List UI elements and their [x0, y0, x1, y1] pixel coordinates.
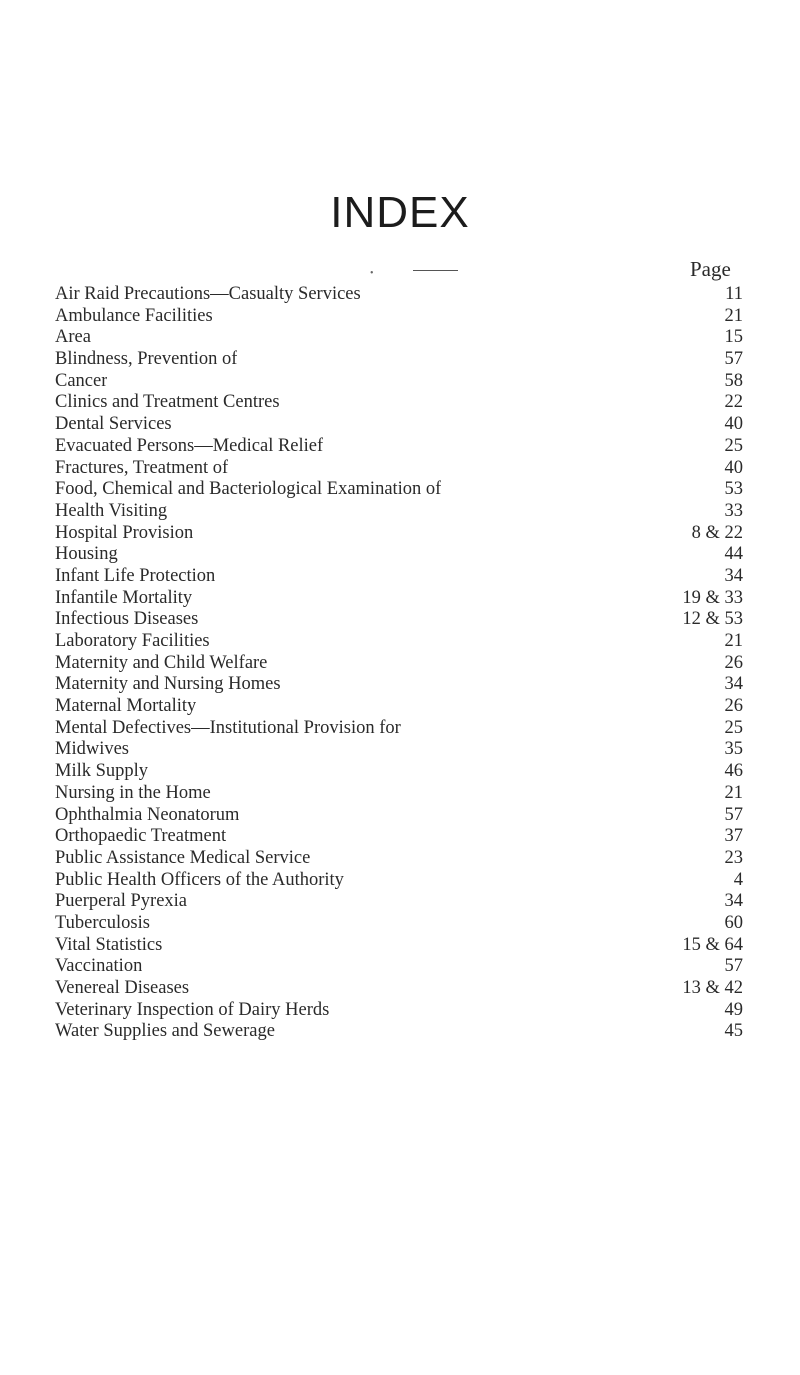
index-entry: [55, 479, 755, 501]
index-entry: [55, 458, 755, 480]
title-rule: [413, 270, 458, 271]
entry-title: Vital Statistics: [55, 934, 163, 955]
index-list: [55, 284, 755, 1043]
entry-title: Housing: [55, 544, 118, 565]
entry-page-number: 40: [724, 414, 743, 435]
index-entry: [55, 414, 755, 436]
entry-title: Food, Chemical and Bacteriological Examination of: [55, 479, 442, 500]
entry-page-number: 11: [725, 284, 743, 304]
entry-title: Maternity and Nursing Homes: [55, 674, 281, 695]
entry-title: Public Assistance Medical Service: [55, 847, 311, 868]
entry-title: Evacuated Persons—Medical Relief: [55, 435, 324, 456]
entry-page-number: 12 & 53: [682, 609, 743, 630]
entry-page-number: 4: [733, 869, 743, 890]
entry-page-number: 26: [724, 696, 743, 717]
index-entry: [55, 631, 755, 653]
index-entry: [55, 935, 755, 957]
index-entry: [55, 566, 755, 588]
entry-page-number: 34: [724, 565, 743, 586]
entry-title: Ambulance Facilities: [55, 305, 213, 326]
entry-title: Health Visiting: [55, 500, 168, 521]
entry-title: Cancer: [55, 370, 108, 391]
entry-title: Nursing in the Home: [55, 782, 211, 803]
entry-page-number: 19 & 33: [682, 587, 743, 608]
index-entry: [55, 544, 755, 566]
entry-page-number: 34: [724, 674, 743, 695]
entry-title: Infantile Mortality: [55, 587, 193, 608]
entry-page-number: 25: [724, 435, 743, 456]
index-entry: [55, 805, 755, 827]
entry-page-number: 53: [724, 479, 743, 500]
entry-page-number: 34: [724, 891, 743, 912]
entry-title: Air Raid Precautions—Casualty Services: [55, 284, 361, 304]
index-entry: [55, 371, 755, 393]
entry-page-number: 49: [724, 999, 743, 1020]
entry-title: Maternal Mortality: [55, 696, 197, 717]
entry-title: Hospital Provision: [55, 522, 194, 543]
entry-title: Tuberculosis: [55, 912, 150, 933]
entry-title: Veterinary Inspection of Dairy Herds: [55, 999, 330, 1020]
index-entry: [55, 848, 755, 870]
entry-title: Midwives: [55, 739, 129, 760]
index-entry: [55, 718, 755, 740]
index-entry: [55, 392, 755, 414]
entry-page-number: 33: [724, 500, 743, 521]
entry-title: Vaccination: [55, 956, 143, 977]
entry-page-number: 23: [724, 847, 743, 868]
entry-page-number: 21: [724, 631, 743, 651]
entry-page-number: 15 & 64: [682, 934, 743, 955]
entry-page-number: 21: [724, 782, 743, 803]
index-entry: [55, 891, 755, 913]
entry-title: Infectious Diseases: [55, 609, 199, 630]
entry-page-number: 25: [724, 717, 743, 738]
entry-title: Dental Services: [55, 414, 172, 435]
entry-page-number: 13 & 42: [682, 978, 743, 998]
entry-title: Clinics and Treatment Centres: [55, 392, 280, 413]
page-column-heading: Page: [690, 257, 731, 281]
entry-title: Fractures, Treatment of: [55, 457, 229, 478]
entry-page-number: 44: [724, 544, 743, 565]
index-entry: [55, 913, 755, 935]
entry-page-number: 26: [724, 652, 743, 673]
entry-page-number: 21: [724, 305, 743, 326]
entry-title: Venereal Diseases: [55, 978, 190, 998]
entry-title: Blindness, Prevention of: [55, 349, 238, 370]
entry-page-number: 46: [724, 761, 743, 782]
index-entry: [55, 327, 755, 349]
index-entry: [55, 653, 755, 675]
index-entry: [55, 588, 755, 610]
entry-title: Laboratory Facilities: [55, 631, 210, 651]
index-entry: [55, 349, 755, 371]
index-entry: [55, 674, 755, 696]
index-entry: [55, 1000, 755, 1022]
index-entry: [55, 956, 755, 978]
entry-page-number: 40: [724, 457, 743, 478]
index-entry: [55, 609, 755, 631]
entry-page-number: 58: [724, 370, 743, 391]
index-entry: [55, 284, 755, 306]
index-entry: [55, 870, 755, 892]
index-entry: [55, 826, 755, 848]
entry-title: Infant Life Protection: [55, 565, 216, 586]
entry-title: Milk Supply: [55, 761, 149, 782]
entry-page-number: 45: [724, 1021, 743, 1042]
entry-page-number: 57: [724, 956, 743, 977]
entry-page-number: 60: [724, 912, 743, 933]
entry-page-number: 8 & 22: [691, 522, 743, 543]
index-entry: [55, 436, 755, 458]
index-entry: [55, 1021, 755, 1043]
entry-title: Puerperal Pyrexia: [55, 891, 188, 912]
index-entry: [55, 739, 755, 761]
index-entry: [55, 523, 755, 545]
index-entry: [55, 761, 755, 783]
index-entry: [55, 978, 755, 1000]
entry-title: Maternity and Child Welfare: [55, 652, 268, 673]
entry-title: Ophthalmia Neonatorum: [55, 804, 240, 825]
entry-title: Public Health Officers of the Authority: [55, 869, 344, 890]
entry-title: Area: [55, 327, 91, 348]
entry-page-number: 37: [724, 826, 743, 847]
entry-page-number: 15: [724, 327, 743, 348]
entry-title: Water Supplies and Sewerage: [55, 1021, 275, 1042]
entry-page-number: 57: [724, 804, 743, 825]
bullet-mark: •: [370, 268, 374, 279]
entry-page-number: 22: [724, 392, 743, 413]
index-entry: [55, 783, 755, 805]
index-entry: [55, 306, 755, 328]
index-entry: [55, 501, 755, 523]
page-title: INDEX: [330, 188, 470, 237]
index-entry: [55, 696, 755, 718]
entry-title: Orthopaedic Treatment: [55, 826, 227, 847]
entry-page-number: 57: [724, 349, 743, 370]
entry-page-number: 35: [724, 739, 743, 760]
entry-title: Mental Defectives—Institutional Provision for: [55, 717, 401, 738]
